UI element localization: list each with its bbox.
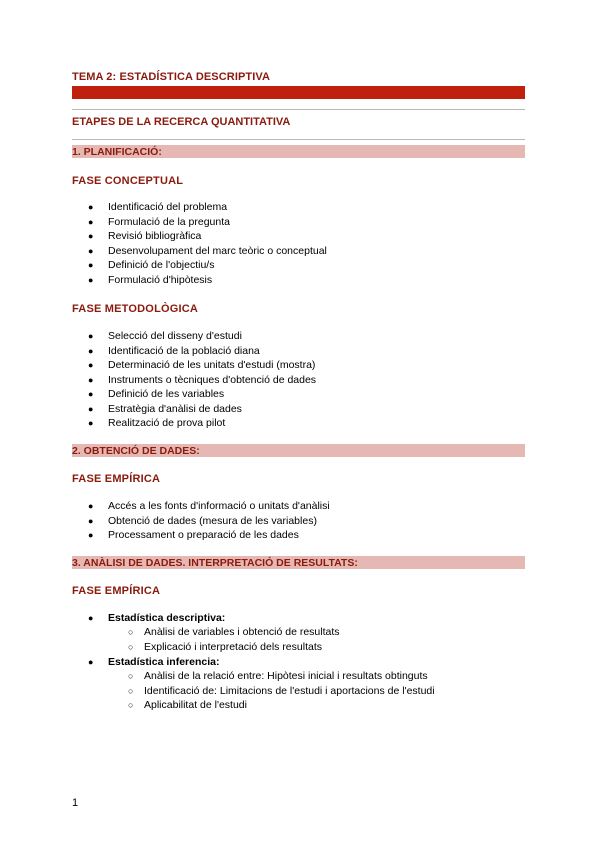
bullet-icon: ● [88,418,94,428]
list-item: ● Realització de prova pilot [88,417,226,429]
bullet-list [72,329,316,431]
bullet-icon: ● [88,374,94,385]
bullet-icon: ● [88,515,94,526]
sub-bullet-list [72,669,435,713]
phase-heading: FASE EMPÍRICA [72,585,161,597]
bullet-icon: ● [88,403,94,414]
bullet-icon: ● [88,331,94,341]
document-title: TEMA 2: ESTADÍSTICA DESCRIPTIVA [72,71,271,83]
list-item: ● Selecció del disseny d'estudi [88,330,242,342]
circle-bullet-icon: ○ [128,641,134,652]
bullet-icon: ● [88,260,94,270]
bullet-list [72,499,330,543]
bullet-list [72,655,219,670]
section-heading: 1. PLANIFICACIÓ: [72,145,525,158]
circle-bullet-icon: ○ [128,627,134,637]
phase-heading: FASE CONCEPTUAL [72,175,184,187]
list-item: ● Definició de l'objectiu/s [88,259,215,271]
list-item: ● Identificació de la població diana [88,344,260,357]
bullet-icon: ● [88,530,94,540]
list-item: ○ Explicació i interpretació dels resultats [128,640,322,653]
list-item: ● Formulació d'hipòtesis [88,273,213,286]
divider-line [72,109,525,110]
list-item: ○ Anàlisi de variables i obtenció de resultats [128,626,340,638]
list-item: ● Obtenció de dades (mesura de les variables) [88,514,317,527]
list-item: ● Estadística descriptiva: [88,612,226,624]
circle-bullet-icon: ○ [128,700,134,710]
document-subtitle: ETAPES DE LA RECERCA QUANTITATIVA [72,116,291,128]
list-item: ○ Anàlisi de la relació entre: Hipòtesi inicial i resultats obtinguts [128,670,428,682]
list-item: ● Processament o preparació de les dades [88,529,299,541]
circle-bullet-icon: ○ [128,671,134,681]
bullet-icon: ● [88,245,94,256]
section-heading: 3. ANÀLISI DE DADES. INTERPRETACIÓ DE RESULTATS: [72,556,525,569]
bullet-list [72,611,225,626]
bullet-icon: ● [88,613,94,623]
list-item: ● Determinació de les unitats d'estudi (mostra) [88,359,316,371]
section-heading: 2. OBTENCIÓ DE DADES: [72,444,525,457]
bullet-icon: ● [88,657,94,667]
bullet-list [72,200,327,287]
list-item: ● Revisió bibliogràfica [88,230,202,242]
phase-heading: FASE EMPÍRICA [72,473,161,485]
list-item: ● Formulació de la pregunta [88,215,230,228]
list-item: ● Desenvolupament del marc teòric o conceptual [88,244,327,257]
bullet-icon: ● [88,216,94,227]
phase-heading: FASE METODOLÒGICA [72,303,199,315]
circle-bullet-icon: ○ [128,685,134,696]
bullet-icon: ● [88,360,94,370]
list-item: ● Definició de les variables [88,388,225,400]
divider-line [72,139,525,140]
bullet-icon: ● [88,345,94,356]
sub-bullet-list [72,625,340,654]
bullet-icon: ● [88,389,94,399]
list-item: ○ Aplicabilitat de l'estudi [128,699,247,711]
list-item: ● Accés a les fonts d'informació o unitats d'anàlisi [88,500,330,512]
title-red-bar [72,86,525,99]
list-item: ● Estadística inferencia: [88,656,220,668]
page-number: 1 [72,797,79,809]
bullet-icon: ● [88,274,94,285]
bullet-icon: ● [88,202,94,212]
bullet-icon: ● [88,501,94,511]
list-item: ○ Identificació de: Limitacions de l'estudi i aportacions de l'estudi [128,684,435,697]
list-item: ● Estratègia d'anàlisi de dades [88,402,242,415]
list-item: ● Identificació del problema [88,201,228,213]
bullet-icon: ● [88,231,94,241]
list-item: ● Instruments o tècniques d'obtenció de dades [88,373,317,386]
